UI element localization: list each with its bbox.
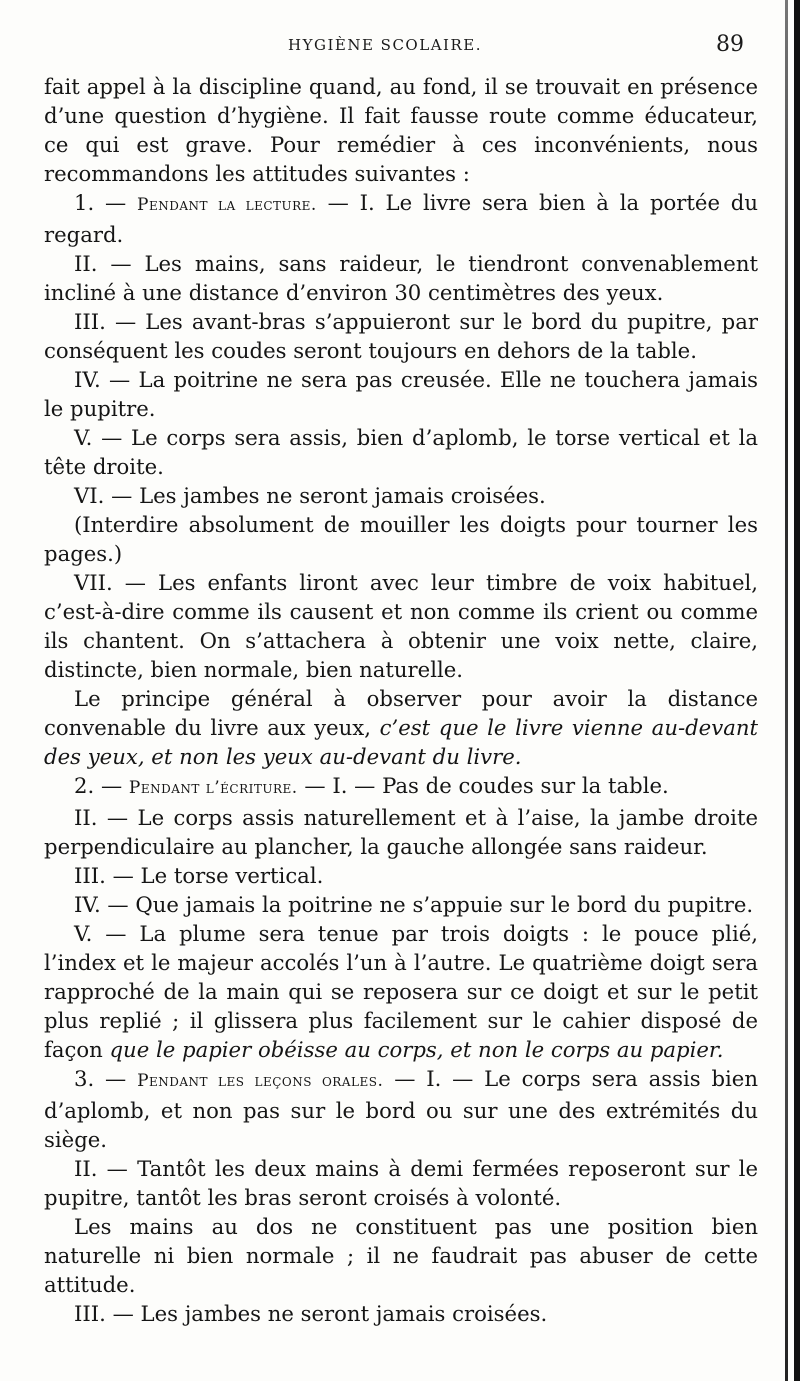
paragraph [44,423,758,481]
section-heading: Pendant l’écriture. [128,778,298,798]
text-run: fait appel à la discipline quand, au fond, il se trouvait en présence d’une question d’hygiène. Il fait fausse route comme éducateur, ce qui est grave. Pour remédier à ces inconvénients, nous recommandons les attitudes suivantes : [44,74,758,186]
paragraph [44,1154,758,1212]
paragraph [44,1299,758,1328]
text-run: IV. — La poitrine ne sera pas creusée. Elle ne touchera jamais le pupitre. [44,367,758,421]
text-run: Les mains au dos ne constituent pas une position bien naturelle ni bien normale ; il ne faudrait pas abuser de cette attitude. [44,1214,758,1297]
paragraph [44,803,758,861]
text-run: VII. — Les enfants liront avec leur timbre de voix habituel, c’est-à-dire comme ils causent et non comme ils crient ou comme ils chantent. On s’attachera à obtenir une voix nette, claire, distincte, bien normale, bien naturelle. [44,570,758,682]
text-run: IV. — Que jamais la poitrine ne s’appuie sur le bord du pupitre. [74,892,754,917]
paragraph [44,861,758,890]
paragraph [44,249,758,307]
text-run: Le principe général à observer pour avoir la distance convenable du livre aux yeux, [44,686,758,740]
text-run: II. — Le corps assis naturellement et à l’aise, la jambe droite perpendiculaire au plancher, la gauche allongée sans raideur. [44,805,758,859]
paragraph [44,307,758,365]
paragraph [44,481,758,510]
page-number: 89 [716,32,744,57]
text-run: — I. — Pas de coudes sur la table. [297,773,669,798]
paragraph [44,1064,758,1154]
text-run: 2. — [74,773,129,798]
page-header [44,30,750,64]
paragraph [44,72,758,188]
section-heading: Pendant la lecture. [137,195,317,215]
text-run: III. — Le torse vertical. [74,863,324,888]
text-run: II. — Les mains, sans raideur, le tiendront convenablement incliné à une distance d’environ 30 centimètres des yeux. [44,251,758,305]
paragraph [44,1212,758,1299]
text-run: III. — Les jambes ne seront jamais croisées. [74,1301,548,1326]
text-run: II. — Tantôt les deux mains à demi fermées reposeront sur le pupitre, tantôt les bras seront croisés à volonté. [44,1156,758,1210]
paragraph [44,684,758,771]
paragraph [44,890,758,919]
text-run: — I. — Le corps sera assis bien d’aplomb, et non pas sur le bord ou sur une des extrémités du siège. [44,1066,758,1152]
running-head: HYGIÈNE SCOLAIRE. [288,36,482,54]
text-run: 3. — [74,1066,138,1091]
italic-text: que le papier obéisse au corps, et non le corps au papier. [109,1037,724,1062]
text-run: VI. — Les jambes ne seront jamais croisées. [74,483,546,508]
paragraph [44,919,758,1064]
text-run: V. — Le corps sera assis, bien d’aplomb, le torse vertical et la tête droite. [44,425,758,479]
paragraph [44,771,758,803]
paragraph [44,510,758,568]
page-edge-shadow [785,0,788,1381]
text-run: 1. — [74,190,138,215]
italic-text: c’est que le livre vienne au-devant des yeux, et non les yeux au-devant du livre. [44,715,758,769]
paragraph [44,568,758,684]
text-run: (Interdire absolument de mouiller les doigts pour tourner les pages.) [44,512,758,566]
paragraph [44,365,758,423]
text-run: — I. Le livre sera bien à la portée du regard. [44,190,759,247]
text-run: III. — Les avant-bras s’appuieront sur le bord du pupitre, par conséquent les coudes seront toujours en dehors de la table. [44,309,758,363]
page-body [44,72,758,1328]
text-run: V. — La plume sera tenue par trois doigts : le pouce plié, l’index et le majeur accolés l’un à l’autre. Le quatrième doigt sera rapproché de la main qui se reposera sur ce doigt et sur le petit plus replié ; il glissera plus facilement sur le cahier disposé de façon [44,921,758,1062]
paragraph [44,188,758,249]
section-heading: Pendant les leçons orales. [137,1071,384,1091]
